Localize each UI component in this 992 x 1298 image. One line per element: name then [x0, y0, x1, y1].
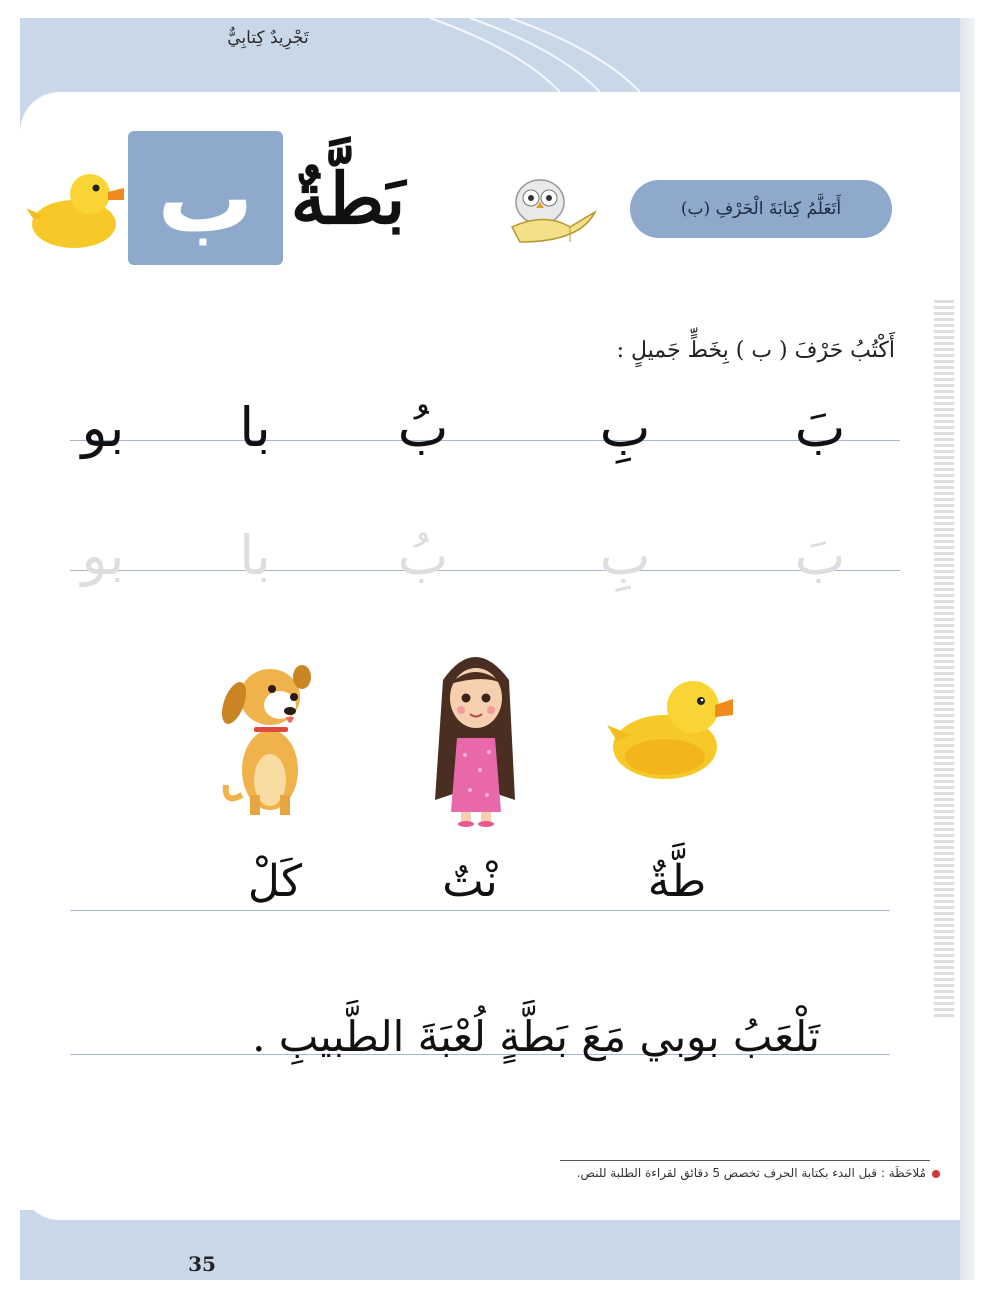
traced-form-damma: بُ: [397, 524, 449, 587]
practice-sentence: تَلْعَبُ بوبي مَعَ بَطَّةٍ لُعْبَةَ الطَّبيبِ .: [252, 1012, 820, 1061]
letter-form-damma: بُ: [397, 396, 449, 459]
lesson-objective-pill: أَتَعَلَّمُ كِتابَةَ الْحَرْفِ (ب): [630, 180, 892, 238]
letter-box: ب: [128, 131, 283, 265]
exercise-instruction: أَكْتُبُ حَرْفَ ( ب ) بِخَطٍّ جَميلٍ :: [616, 338, 895, 363]
copyright-sidebar: [934, 300, 954, 1020]
bottom-banner: [20, 1210, 975, 1280]
dog-picture: [210, 655, 325, 820]
letter-form-waw: بو: [81, 396, 125, 459]
note-divider: [560, 1160, 930, 1161]
page-edge: [960, 18, 975, 1280]
traced-form-alif: با: [239, 524, 271, 587]
letter-form-fatha: بَ: [794, 396, 846, 459]
note-text: مُلاحَظَة : قبل البدء بكتابة الحرف تخصص 5 دقائق لقراءة الطلبة للنص.: [576, 1166, 926, 1180]
traced-form-waw: بو: [81, 524, 125, 587]
key-word: بَطَّةٌ: [290, 156, 406, 240]
girl-picture: [425, 640, 525, 830]
writing-line: [70, 910, 890, 911]
letter-form-alif: با: [239, 396, 271, 459]
traced-form-kasra: بِ: [599, 524, 651, 587]
duck-picture: [605, 675, 735, 785]
duck-icon: [26, 164, 126, 254]
bullet-icon: [932, 1170, 940, 1178]
traced-form-fatha: بَ: [794, 524, 846, 587]
word-girl: نْتٌ: [442, 856, 498, 907]
owl-book-icon: [500, 172, 610, 252]
letter-form-kasra: بِ: [599, 396, 651, 459]
word-dog: كَلْ: [247, 856, 303, 907]
lesson-header: تَجْرِيدٌ كِتابِيٌّ: [227, 28, 309, 48]
word-duck: طَّةٌ: [647, 856, 707, 907]
teacher-note: [470, 1166, 940, 1180]
page-number: 35: [188, 1252, 216, 1276]
